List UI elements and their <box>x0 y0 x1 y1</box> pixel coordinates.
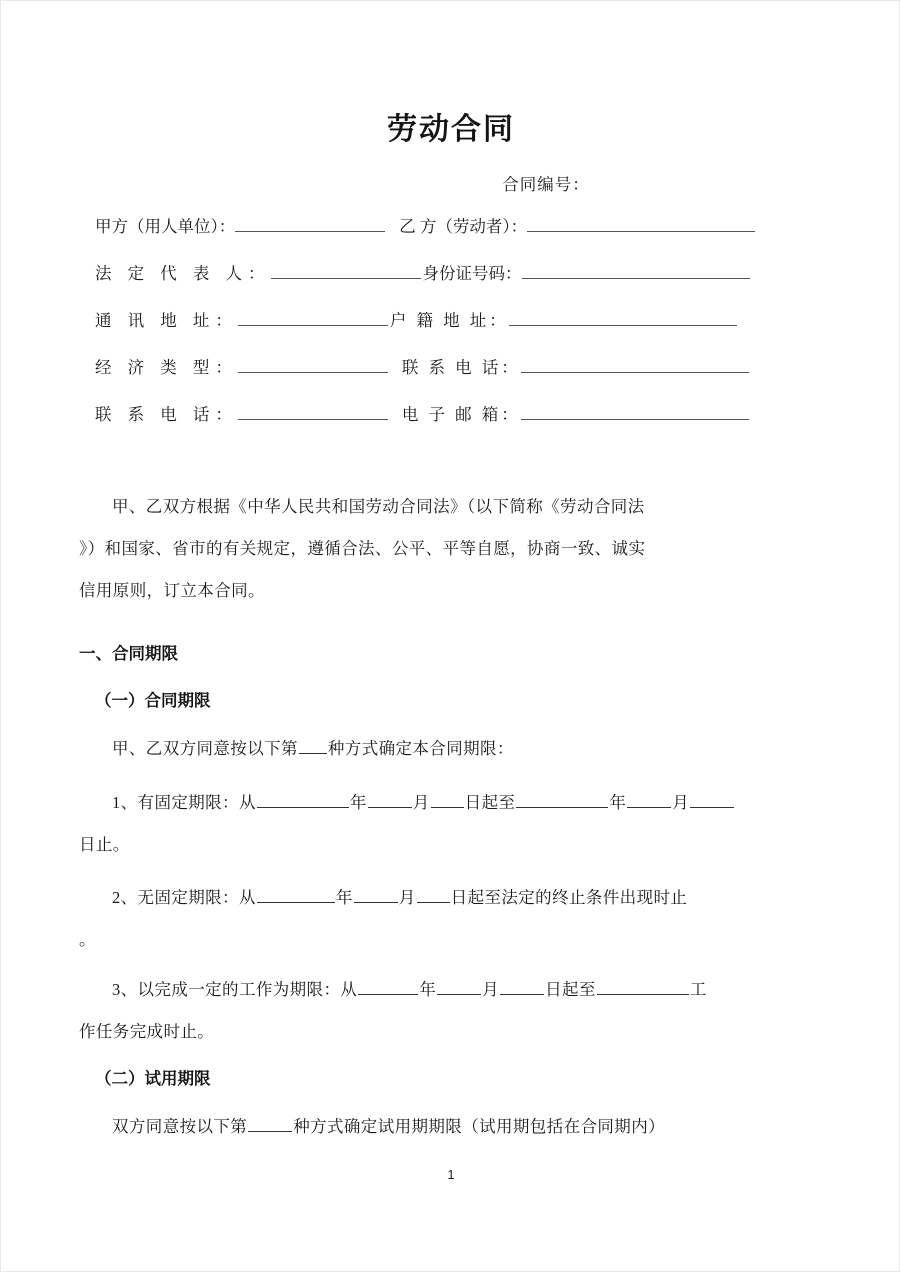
page-content <box>79 1 823 1273</box>
term-option-3-prefix: 3、以完成一定的工作为期限：从 <box>112 980 358 999</box>
term-option-2-prefix: 2、无固定期限：从 <box>112 888 256 907</box>
field-label-legal-representative: 法 定 代 表 人： <box>95 264 271 283</box>
term-option-2-start-month-blank[interactable] <box>354 887 398 903</box>
term-option-1-line-1 <box>79 782 823 824</box>
contract-number-label: 合同编号： <box>502 175 590 194</box>
preamble-line-3: 信用原则，订立本合同。 <box>79 581 265 600</box>
field-blank-id-number[interactable] <box>522 261 750 279</box>
term-option-3-line-1 <box>79 969 823 1011</box>
term-option-1-year-1: 年 <box>349 793 367 812</box>
form-row-party <box>95 213 823 260</box>
preamble-line-2: 》）和国家、省市的有关规定，遵循合法、公平、平等自愿，协商一致、诚实 <box>79 539 646 558</box>
term-option-1-start-year-blank[interactable] <box>257 792 349 808</box>
section-heading-contract-term: 一、合同期限 <box>79 645 178 663</box>
probation-term-text-a: 双方同意按以下第 <box>112 1117 248 1136</box>
field-blank-party-a[interactable] <box>235 214 385 232</box>
field-label-id-number: 身份证号码： <box>422 264 522 283</box>
form-row-mailing-address <box>95 307 823 354</box>
field-blank-contact-phone-b[interactable] <box>238 402 388 420</box>
field-label-email: 电 子 邮 箱： <box>401 405 521 424</box>
term-option-2-start-year-blank[interactable] <box>257 887 335 903</box>
form-row-economic-type <box>95 354 823 401</box>
term-option-1-end-month-blank[interactable] <box>627 792 671 808</box>
term-option-3-month-1: 月 <box>482 980 500 999</box>
form-row-legal-representative <box>95 260 823 307</box>
term-option-2-month-1: 月 <box>398 888 416 907</box>
term-option-1-month-1: 月 <box>412 793 430 812</box>
field-blank-party-b[interactable] <box>527 214 755 232</box>
field-blank-legal-representative[interactable] <box>271 261 421 279</box>
contract-term-method-blank[interactable] <box>299 738 327 754</box>
field-blank-household-address[interactable] <box>509 308 737 326</box>
contract-term-intro <box>79 728 823 770</box>
field-label-party-a: 甲方（用人单位）： <box>95 217 236 236</box>
field-blank-economic-type[interactable] <box>238 355 388 373</box>
field-label-contact-phone-b: 联 系 电 话： <box>95 405 238 424</box>
field-blank-email[interactable] <box>521 402 749 420</box>
term-option-2-rest: 日起至法定的终止条件出现时止 <box>450 888 688 907</box>
field-label-household-address: 户 籍 地 址： <box>389 311 509 330</box>
field-blank-mailing-address[interactable] <box>238 308 388 326</box>
term-option-1-day-1: 日起至 <box>464 793 516 812</box>
contract-term-intro-text-a: 甲、乙双方同意按以下第 <box>112 739 298 758</box>
term-option-1-end-year-blank[interactable] <box>516 792 608 808</box>
term-option-3-line-2: 作任务完成时止。 <box>79 1022 215 1041</box>
term-option-1-month-2: 月 <box>672 793 690 812</box>
term-option-1-prefix: 1、有固定期限：从 <box>112 793 256 812</box>
field-blank-contact-phone-a[interactable] <box>521 355 749 373</box>
party-info-form <box>95 213 823 448</box>
probation-term-text-b: 种方式确定试用期期限（试用期包括在合同期内） <box>293 1117 666 1136</box>
term-option-2-start-day-blank[interactable] <box>417 887 450 903</box>
field-label-party-b: 乙 方（劳动者）： <box>399 217 528 236</box>
form-row-contact-phone <box>95 401 823 448</box>
field-label-mailing-address: 通 讯 地 址： <box>95 311 238 330</box>
term-option-2-line-2: 。 <box>79 930 96 949</box>
term-option-3-day-1: 日起至 <box>545 980 596 999</box>
term-option-1-line-2: 日止。 <box>79 835 130 854</box>
term-option-3-year-1: 年 <box>419 980 437 999</box>
term-option-3-tail-a: 工 <box>689 980 707 999</box>
contract-term-intro-text-b: 种方式确定本合同期限： <box>327 739 514 758</box>
subsection-heading-contract-term: （一）合同期限 <box>95 692 211 710</box>
term-option-3-start-year-blank[interactable] <box>358 979 418 995</box>
page-title: 劳动合同 <box>387 113 515 146</box>
preamble-line-1: 甲、乙双方根据《中华人民共和国劳动合同法》（以下简称《劳动合同法 <box>112 497 645 516</box>
term-option-1-year-2: 年 <box>609 793 627 812</box>
term-option-2-line-1 <box>79 877 823 919</box>
page-number: 1 <box>447 1167 455 1182</box>
probation-term-method-blank[interactable] <box>248 1116 292 1132</box>
term-option-3-start-month-blank[interactable] <box>437 979 481 995</box>
term-option-2-year-1: 年 <box>335 888 353 907</box>
field-label-economic-type: 经 济 类 型： <box>95 358 238 377</box>
term-option-3-start-day-blank[interactable] <box>500 979 544 995</box>
field-label-contact-phone-a: 联 系 电 话： <box>401 358 521 377</box>
term-option-1-start-day-blank[interactable] <box>431 792 464 808</box>
term-option-3-task-blank[interactable] <box>597 979 689 995</box>
probation-term-intro <box>79 1106 823 1148</box>
subsection-heading-probation-term: （二）试用期限 <box>95 1070 211 1088</box>
term-option-1-end-day-blank[interactable] <box>690 792 734 808</box>
term-option-1-start-month-blank[interactable] <box>368 792 412 808</box>
